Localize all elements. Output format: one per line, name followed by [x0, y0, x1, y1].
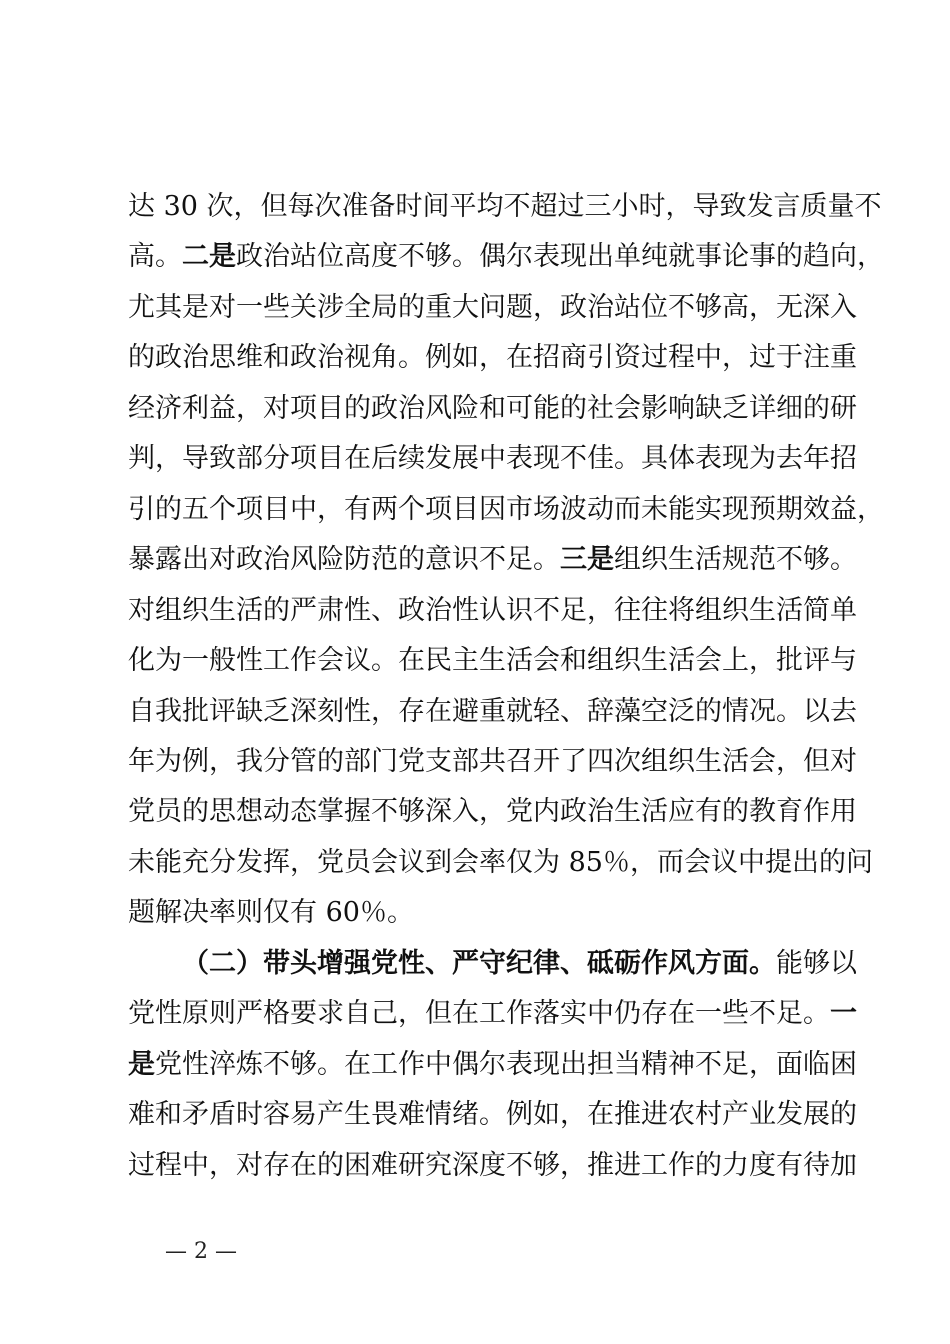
text-line: [128, 1141, 857, 1191]
text-segment: 高。: [128, 241, 182, 273]
text-line: [128, 182, 882, 232]
text-segment: 尤其是对一些关涉全局的重大问题，政治站位不够高，无深入: [128, 291, 857, 323]
text-line: [128, 283, 857, 333]
bold-text-segment: 是: [128, 1048, 155, 1080]
text-segment: 化为一般性工作会议。在民主生活会和组织生活会上，批评与: [128, 645, 857, 677]
text-line: [128, 384, 857, 434]
text-segment: 达 30 次，但每次准备时间平均不超过三小时，导致发言质量不: [128, 191, 882, 222]
text-segment: 能够以: [776, 947, 857, 979]
text-line: [128, 333, 857, 383]
text-segment: 党员的思想动态掌握不够深入，党内政治生活应有的教育作用: [128, 796, 857, 828]
text-line: [128, 485, 884, 535]
text-segment: 题解决率则仅有 60％。: [128, 897, 414, 929]
text-segment: 年为例，我分管的部门党支部共召开了四次组织生活会，但对: [128, 745, 857, 777]
text-line: [128, 838, 873, 888]
page-number: — 2 —: [165, 1239, 237, 1264]
text-segment: 政治站位高度不够。偶尔表现出单纯就事论事的趋向，: [236, 241, 884, 273]
bold-text-segment: 一: [830, 998, 857, 1030]
text-segment: 对组织生活的严肃性、政治性认识不足，往往将组织生活简单: [128, 594, 857, 626]
text-segment: 自我批评缺乏深刻性，存在避重就轻、辞藻空泛的情况。以去: [128, 695, 857, 727]
bold-text-segment: （二）带头增强党性、严守纪律、砥砺作风方面。: [182, 947, 776, 979]
text-line: [128, 535, 857, 585]
bold-text-segment: 三是: [560, 544, 614, 576]
text-segment: 党性原则严格要求自己，但在工作落实中仍存在一些不足。: [128, 998, 830, 1030]
text-line: [128, 232, 884, 282]
text-segment: 判，导致部分项目在后续发展中表现不佳。具体表现为去年招: [128, 443, 857, 475]
text-segment: 党性淬炼不够。在工作中偶尔表现出担当精神不足，面临困: [155, 1048, 857, 1080]
text-line: [128, 1040, 857, 1090]
text-line: [128, 737, 857, 787]
text-segment: 的政治思维和政治视角。例如，在招商引资过程中，过于注重: [128, 342, 857, 374]
text-segment: 暴露出对政治风险防范的意识不足。: [128, 544, 560, 576]
bold-text-segment: 二是: [182, 241, 236, 273]
text-segment: 组织生活规范不够。: [614, 544, 857, 576]
text-segment: 经济利益，对项目的政治风险和可能的社会影响缺乏详细的研: [128, 392, 857, 424]
text-line: [128, 888, 838, 938]
text-segment: 引的五个项目中，有两个项目因市场波动而未能实现预期效益，: [128, 493, 884, 525]
text-line: [182, 939, 857, 989]
text-line: [128, 434, 857, 484]
text-line: [128, 989, 857, 1039]
text-segment: 难和矛盾时容易产生畏难情绪。例如，在推进农村产业发展的: [128, 1099, 857, 1131]
text-line: [128, 636, 857, 686]
text-segment: 过程中，对存在的困难研究深度不够，推进工作的力度有待加: [128, 1149, 857, 1181]
text-line: [128, 687, 857, 737]
text-segment: 未能充分发挥，党员会议到会率仅为 85％，而会议中提出的问: [128, 846, 873, 878]
text-line: [128, 787, 857, 837]
text-line: [128, 1090, 857, 1140]
text-line: [128, 586, 857, 636]
